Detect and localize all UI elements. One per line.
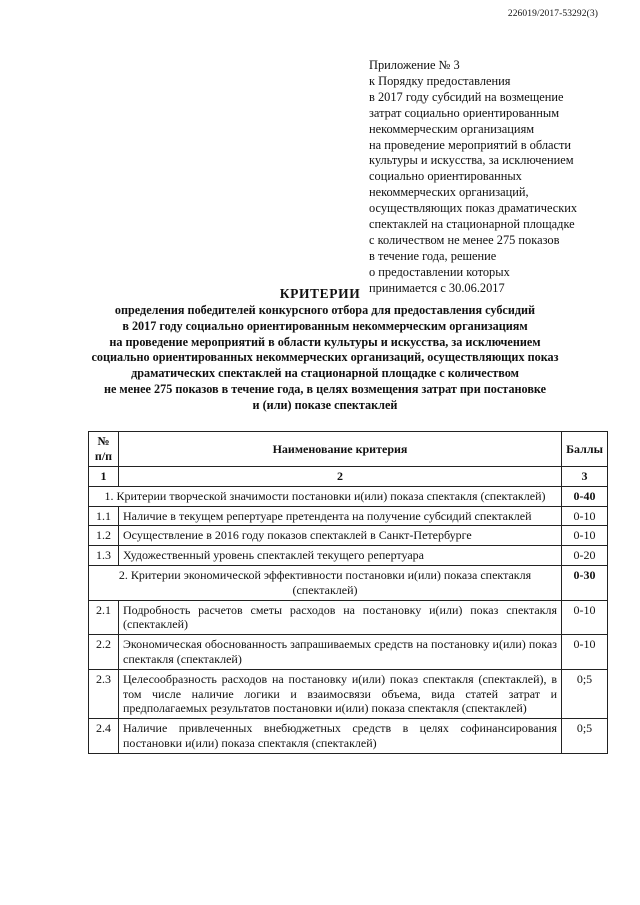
row-points: 0-10 xyxy=(562,506,608,526)
group-name: 1. Критерии творческой значимости постановки и(или) показа спектакля (спектаклей) xyxy=(89,486,562,506)
appendix-line: Приложение № 3 xyxy=(369,58,460,72)
subtitle-line: в 2017 году социально ориентированным некоммерческим организациям xyxy=(122,318,528,333)
subtitle-line: социально ориентированных некоммерческих организаций, осуществляющих показ xyxy=(91,350,559,365)
table-row xyxy=(89,719,608,754)
appendix-line: на проведение мероприятий в области xyxy=(369,137,572,152)
subtitle-line: и (или) показе спектаклей xyxy=(252,397,398,412)
index-cell: 1 xyxy=(89,467,119,487)
header-num: № п/п xyxy=(89,432,119,467)
group-name: 2. Критерии экономической эффективности постановки и(или) показа спектакля (спектаклей) xyxy=(89,565,562,600)
appendix-line: принимается с 30.06.2017 xyxy=(369,280,505,295)
row-num: 2.3 xyxy=(89,669,119,718)
row-num: 1.2 xyxy=(89,526,119,546)
row-num: 2.2 xyxy=(89,635,119,670)
index-cell: 2 xyxy=(119,467,562,487)
appendix-block xyxy=(369,58,609,297)
row-points: 0;5 xyxy=(562,669,608,718)
row-points: 0-20 xyxy=(562,546,608,566)
criteria-table xyxy=(88,431,608,754)
subtitle-line: на проведение мероприятий в области культуры и искусства, за исключением xyxy=(109,334,541,349)
group-points: 0-40 xyxy=(562,486,608,506)
subtitle-line: не менее 275 показов в течение года, в целях возмещения затрат при постановке xyxy=(103,381,547,396)
row-num: 2.1 xyxy=(89,600,119,635)
appendix-line: к Порядку предоставления xyxy=(369,73,511,88)
table-row xyxy=(89,669,608,718)
row-name: Художественный уровень спектаклей текущего репертуара xyxy=(119,546,562,566)
row-num: 2.4 xyxy=(89,719,119,754)
row-name: Наличие привлеченных внебюджетных средств в целях софинансирования постановки и(или) показа спектакля (спектаклей) xyxy=(119,719,562,754)
table-index-row xyxy=(89,467,608,487)
document-title: КРИТЕРИИ xyxy=(279,286,361,301)
row-num: 1.3 xyxy=(89,546,119,566)
appendix-line: спектаклей на стационарной площадке xyxy=(369,217,575,232)
index-cell: 3 xyxy=(562,467,608,487)
row-name: Осуществление в 2016 году показов спектаклей в Санкт-Петербурге xyxy=(119,526,562,546)
table-row-group-1 xyxy=(89,486,608,506)
appendix-line: некоммерческим организациям xyxy=(369,121,535,136)
appendix-line: социально ориентированных xyxy=(369,169,522,184)
table-row xyxy=(89,506,608,526)
document-subtitle xyxy=(60,303,590,414)
appendix-line: в течение года, решение xyxy=(369,248,497,263)
group-points: 0-30 xyxy=(562,565,608,600)
table-header-row xyxy=(89,432,608,467)
appendix-line: в 2017 году субсидий на возмещение xyxy=(369,89,564,104)
table-row xyxy=(89,635,608,670)
appendix-line: осуществляющих показ драматических xyxy=(369,201,578,216)
row-points: 0-10 xyxy=(562,526,608,546)
row-points: 0-10 xyxy=(562,635,608,670)
appendix-line: некоммерческих организаций, xyxy=(369,185,529,200)
row-points: 0;5 xyxy=(562,719,608,754)
subtitle-line: определения победителей конкурсного отбора для предоставления субсидий xyxy=(114,303,536,317)
subtitle-line: драматических спектаклей на стационарной площадке с количеством xyxy=(131,366,519,381)
document-number: 226019/2017-53292(3) xyxy=(507,9,598,19)
header-points: Баллы xyxy=(562,432,608,467)
table-row xyxy=(89,600,608,635)
row-name: Экономическая обоснованность запрашиваемых средств на постановку и(или) показ спектакля (спектаклей) xyxy=(119,635,562,670)
appendix-line: культуры и искусства, за исключением xyxy=(369,153,574,168)
appendix-line: с количеством не менее 275 показов xyxy=(369,232,560,247)
appendix-line: затрат социально ориентированным xyxy=(369,105,560,120)
appendix-line: о предоставлении которых xyxy=(369,264,510,279)
row-name: Подробность расчетов сметы расходов на постановку и(или) показ спектакля (спектаклей) xyxy=(119,600,562,635)
row-points: 0-10 xyxy=(562,600,608,635)
row-name: Наличие в текущем репертуаре претендента на получение субсидий спектаклей xyxy=(119,506,562,526)
header-name: Наименование критерия xyxy=(119,432,562,467)
row-num: 1.1 xyxy=(89,506,119,526)
table-row xyxy=(89,546,608,566)
row-name: Целесообразность расходов на постановку и(или) показ спектакля (спектаклей), в том числе наличие логики и взаимосвязи объема, вида статей затрат и предполагаемых результатов постановки и(или) показа спектакля (спектаклей) xyxy=(119,669,562,718)
table-row-group-2 xyxy=(89,565,608,600)
table-row xyxy=(89,526,608,546)
